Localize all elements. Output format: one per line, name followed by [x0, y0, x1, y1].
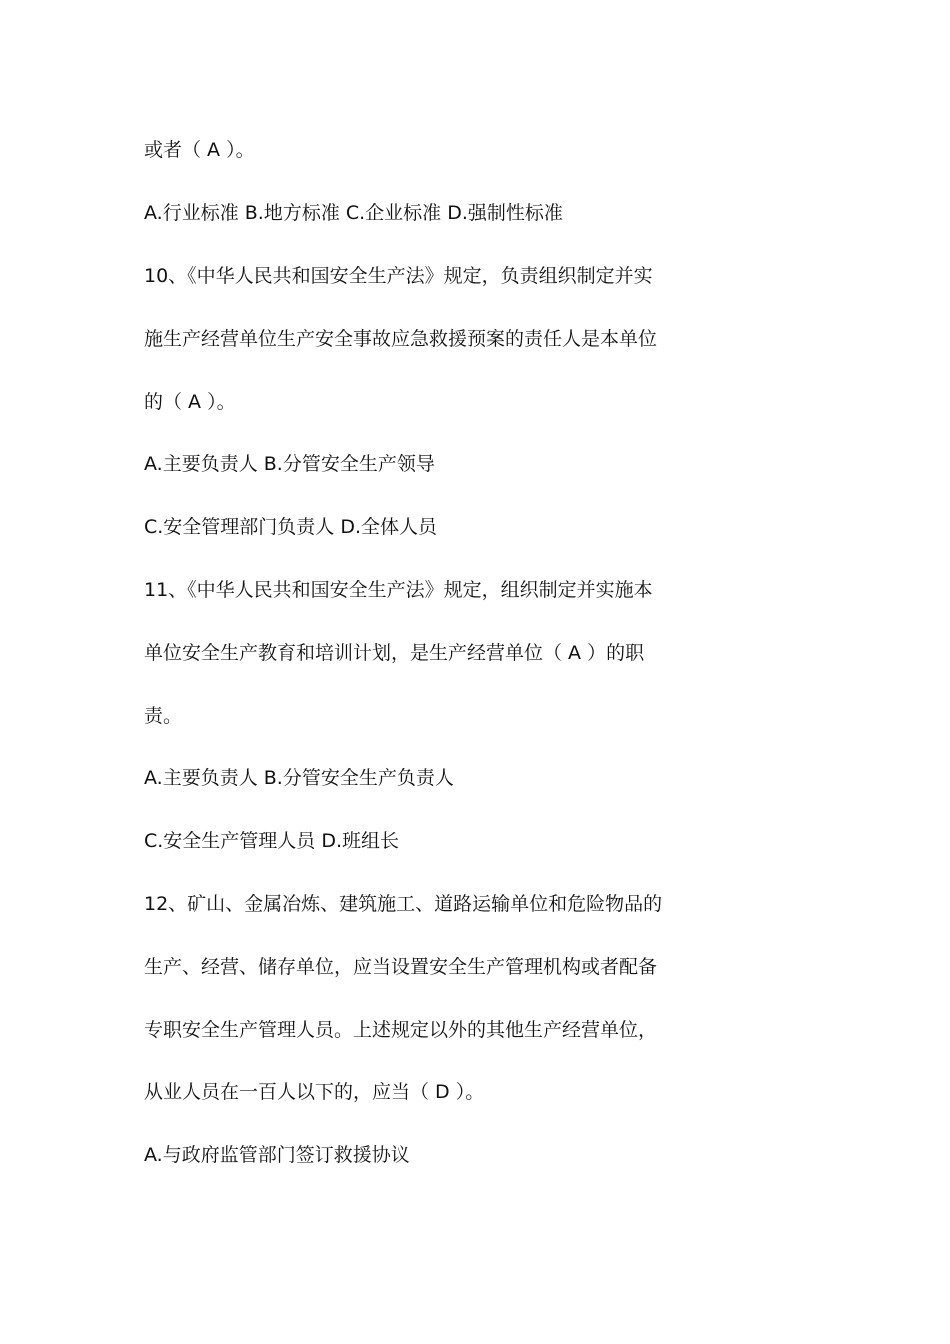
q10-text-line-2: 施生产经营单位生产安全事故应急救援预案的责任人是本单位	[144, 328, 658, 350]
q12-text-line-3: 专职安全生产管理人员。上述规定以外的其他生产经营单位，	[144, 1019, 658, 1041]
q11-text-line-1: 11、《中华人民共和国安全生产法》规定，组织制定并实施本	[144, 579, 653, 601]
q10-options-line-1: A.主要负责人 B.分管安全生产领导	[144, 453, 435, 475]
q12-text-line-4: 从业人员在一百人以下的，应当（ D ）。	[144, 1081, 485, 1103]
q11-text-line-3: 责。	[144, 705, 183, 727]
q10-text-line-3: 的（ A ）。	[144, 391, 236, 413]
q9-text-end: 或者（ A ）。	[144, 139, 255, 161]
q11-text-line-2: 单位安全生产教育和培训计划，是生产经营单位（ A ）的职	[144, 642, 645, 664]
q12-text-line-1: 12、矿山、金属冶炼、建筑施工、道路运输单位和危险物品的	[144, 893, 663, 915]
q11-options-line-2: C.安全生产管理人员 D.班组长	[144, 830, 400, 852]
q10-text-line-1: 10、《中华人民共和国安全生产法》规定，负责组织制定并实	[144, 265, 653, 287]
q12-option-a: A.与政府监管部门签订救援协议	[144, 1144, 410, 1166]
q10-options-line-2: C.安全管理部门负责人 D.全体人员	[144, 516, 438, 538]
q11-options-line-1: A.主要负责人 B.分管安全生产负责人	[144, 767, 454, 789]
q12-text-line-2: 生产、经营、储存单位，应当设置安全生产管理机构或者配备	[144, 956, 658, 978]
q9-options: A.行业标准 B.地方标准 C.企业标准 D.强制性标准	[144, 202, 563, 224]
